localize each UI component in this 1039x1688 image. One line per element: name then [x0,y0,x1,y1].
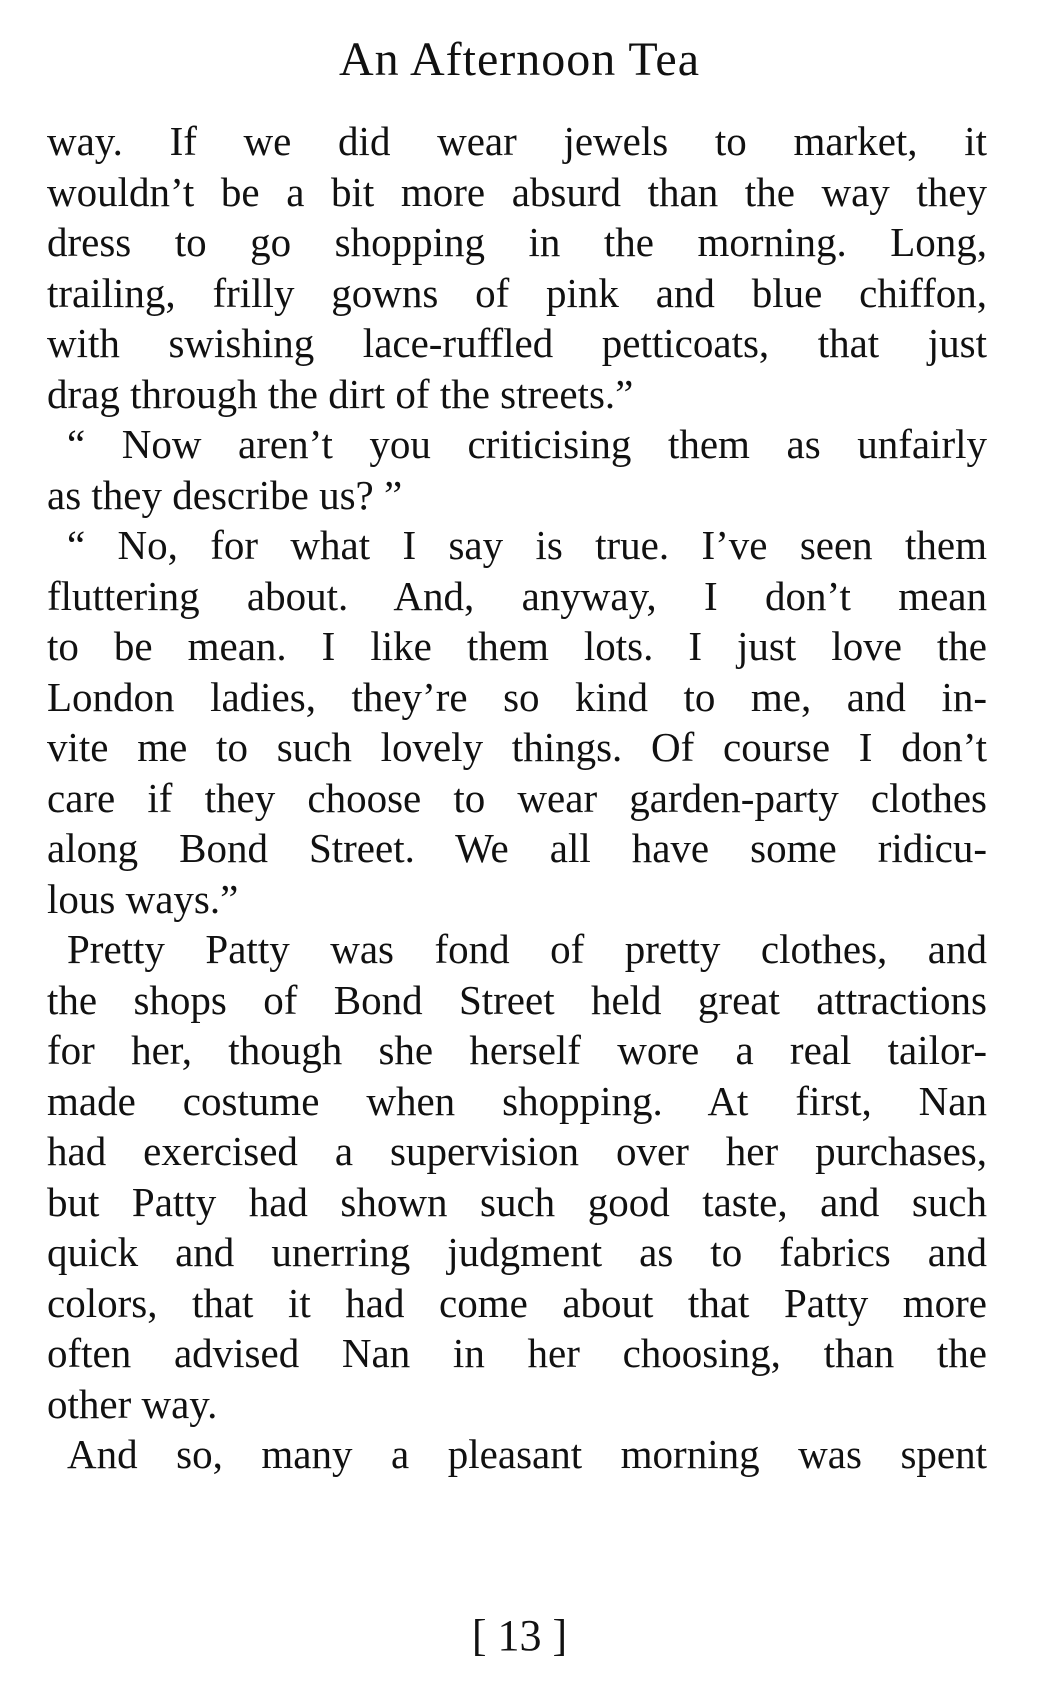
text-line: had exercised a supervision over her purchases, [47,1128,987,1174]
text-line: “ Now aren’t you criticising them as unfairly [67,421,987,467]
text-line: made costume when shopping. At first, Nan [47,1078,987,1124]
text-line: to be mean. I like them lots. I just love the [47,623,987,669]
text-line: care if they choose to wear garden-party clothes [47,775,987,821]
text-line: London ladies, they’re so kind to me, and in- [47,674,987,720]
text-line: drag through the dirt of the streets.” [47,371,634,417]
running-head: An Afternoon Tea [339,33,700,86]
text-line: with swishing lace-ruffled petticoats, that just [47,320,987,366]
text-line: quick and unerring judgment as to fabrics and [47,1229,987,1275]
text-line: “ No, for what I say is true. I’ve seen them [67,522,987,568]
text-line: along Bond Street. We all have some ridicu- [47,825,987,871]
text-line: fluttering about. And, anyway, I don’t mean [47,573,987,619]
page-number: [ 13 ] [471,1611,568,1660]
text-line: often advised Nan in her choosing, than the [47,1330,987,1376]
text-line: And so, many a pleasant morning was spent [67,1431,987,1477]
text-line: other way. [47,1381,218,1427]
text-line: lous ways.” [47,876,239,922]
text-line: Pretty Patty was fond of pretty clothes, and [67,926,987,972]
text-line: but Patty had shown such good taste, and such [47,1179,987,1225]
text-line: way. If we did wear jewels to market, it [47,118,987,164]
text-line: colors, that it had come about that Patty more [47,1280,987,1326]
text-line: vite me to such lovely things. Of course I don’t [47,724,987,770]
text-line: trailing, frilly gowns of pink and blue chiffon, [47,270,987,316]
text-line: wouldn’t be a bit more absurd than the way they [47,169,987,215]
text-line: as they describe us? ” [47,472,403,518]
text-line: for her, though she herself wore a real tailor- [47,1027,987,1073]
text-line: the shops of Bond Street held great attractions [47,977,987,1023]
text-line: dress to go shopping in the morning. Long, [47,219,987,265]
